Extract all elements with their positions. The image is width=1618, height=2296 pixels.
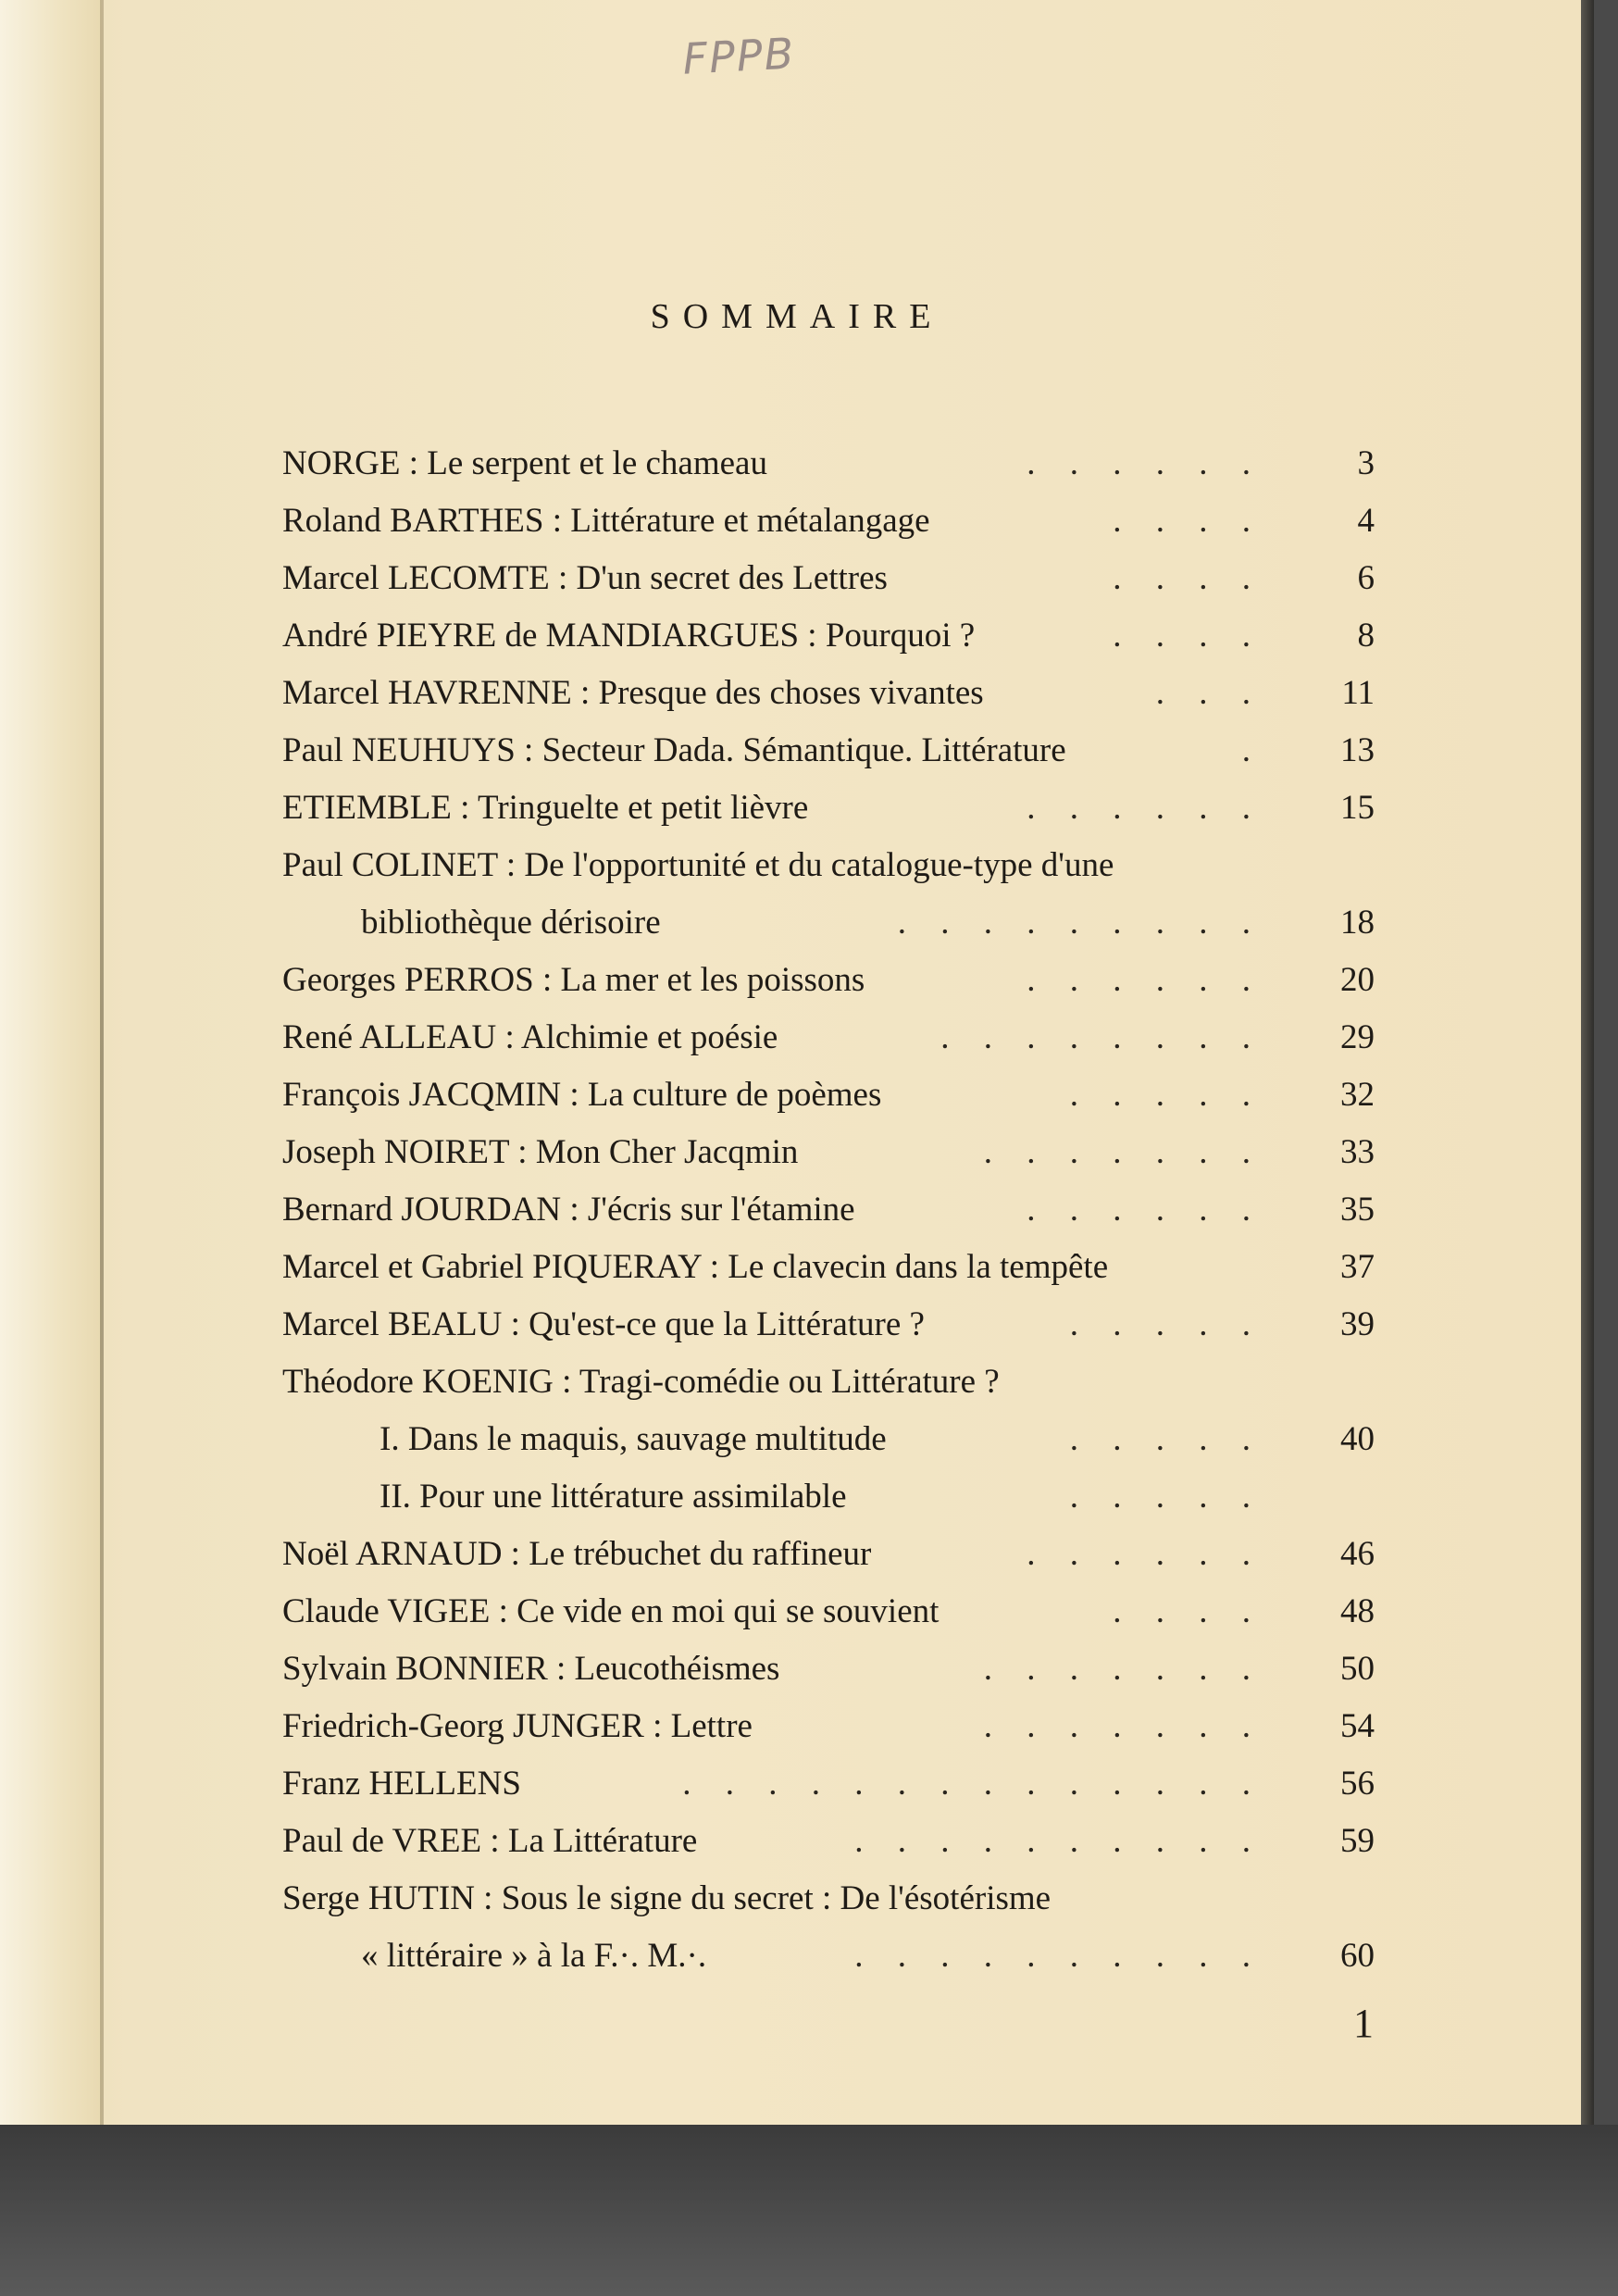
toc-entry-text: Paul NEUHUYS : Secteur Dada. Sémantique. Littérature	[282, 731, 1066, 769]
toc-page-number: 18	[1340, 904, 1375, 942]
toc-leader-dots: . . . . .	[1069, 1420, 1263, 1458]
toc-entry	[282, 1928, 1375, 1985]
toc-entry	[282, 894, 1375, 952]
toc-entry	[282, 1354, 1375, 1411]
toc-entry-text: Théodore KOENIG : Tragi-comédie ou Littérature ?	[282, 1363, 1000, 1401]
toc-page-number: 59	[1340, 1822, 1375, 1860]
toc-entry	[282, 665, 1375, 722]
toc-entry	[282, 837, 1375, 894]
toc-page-number: 33	[1340, 1133, 1375, 1171]
toc-leader-dots: . . . . . .	[1027, 1191, 1263, 1229]
toc-entry	[282, 550, 1375, 607]
toc-leader-dots: . . . . . .	[1027, 961, 1263, 999]
toc-leader-dots: . . . . . . . . . . . . . .	[682, 1765, 1263, 1803]
toc-leader-dots: . . . .	[1113, 617, 1263, 655]
scan-background	[0, 2125, 1618, 2296]
toc-page-number: 46	[1340, 1535, 1375, 1573]
toc-entry-text: Serge HUTIN : Sous le signe du secret : De l'ésotérisme	[282, 1879, 1052, 1917]
toc-leader-dots: . . . . . .	[1027, 1535, 1263, 1573]
toc-entry	[282, 1698, 1375, 1755]
toc-page-number: 11	[1341, 674, 1375, 712]
page-number: 1	[1353, 2001, 1374, 2046]
toc-leader-dots: . . . .	[1113, 1592, 1263, 1630]
page-title: SOMMAIRE	[650, 297, 944, 336]
toc-leader-dots: . . . . . . . . . .	[854, 1937, 1263, 1975]
toc-entry	[282, 435, 1375, 493]
toc-entry	[282, 1296, 1375, 1354]
toc-entry-text: Roland BARTHES : Littérature et métalangage	[282, 502, 930, 540]
toc-page-number: 40	[1340, 1420, 1375, 1458]
toc-page-number: 48	[1340, 1592, 1375, 1630]
toc-leader-dots: . . . . . . .	[983, 1133, 1263, 1171]
toc-entry-text: René ALLEAU : Alchimie et poésie	[282, 1018, 778, 1056]
toc-entry-text: Marcel LECOMTE : D'un secret des Lettres	[282, 559, 888, 597]
toc-page-number: 8	[1357, 617, 1375, 655]
toc-leader-dots: . . . . .	[1069, 1305, 1263, 1343]
toc-leader-dots: . . . . . .	[1027, 789, 1263, 827]
toc-leader-dots: . . . . . . .	[983, 1650, 1263, 1688]
toc-entry	[282, 1870, 1375, 1928]
toc-page-number: 60	[1340, 1937, 1375, 1975]
toc-entry	[282, 1583, 1375, 1641]
toc-entry-text: Paul COLINET : De l'opportunité et du catalogue-type d'une	[282, 846, 1114, 884]
toc-leader-dots: . . .	[1155, 674, 1263, 712]
toc-entry	[282, 1755, 1375, 1813]
toc-leader-dots: . . . . .	[1069, 1478, 1263, 1516]
toc-entry	[282, 952, 1375, 1009]
toc-page-number: 6	[1357, 559, 1375, 597]
toc-leader-dots: . . . .	[1113, 502, 1263, 540]
toc-entry-text: « littéraire » à la F.·. M.·.	[361, 1937, 707, 1975]
toc-entry	[282, 1124, 1375, 1181]
toc-page-number: 32	[1340, 1076, 1375, 1114]
toc-entry	[282, 1239, 1375, 1296]
toc-page-number: 13	[1340, 731, 1375, 769]
toc-page-number: 15	[1340, 789, 1375, 827]
toc-entry-text: bibliothèque dérisoire	[361, 904, 661, 942]
toc-entry	[282, 722, 1375, 780]
toc-entry	[282, 493, 1375, 550]
toc-entry	[282, 780, 1375, 837]
toc-leader-dots: .	[1241, 731, 1263, 769]
toc-page-number: 3	[1357, 444, 1375, 482]
toc-entry	[282, 1067, 1375, 1124]
toc-entry	[282, 1526, 1375, 1583]
toc-entry-text: André PIEYRE de MANDIARGUES : Pourquoi ?	[282, 617, 976, 655]
toc-entry-text: Marcel et Gabriel PIQUERAY : Le clavecin dans la tempête	[282, 1248, 1109, 1286]
toc-entry-text: Noël ARNAUD : Le trébuchet du raffineur	[282, 1535, 872, 1573]
toc-entry-text: ETIEMBLE : Tringuelte et petit lièvre	[282, 789, 809, 827]
toc-entry-text: Georges PERROS : La mer et les poissons	[282, 961, 865, 999]
toc-leader-dots: . . . . . .	[1027, 444, 1263, 482]
toc-page-number: 56	[1340, 1765, 1375, 1803]
toc-entry-text: Marcel BEALU : Qu'est-ce que la Littérature ?	[282, 1305, 925, 1343]
toc-leader-dots: . . . . . . .	[983, 1707, 1263, 1745]
toc-page-number: 50	[1340, 1650, 1375, 1688]
toc-leader-dots: . . . . . . . . . .	[854, 1822, 1263, 1860]
toc-entry	[282, 1411, 1375, 1468]
toc-entry-text: II. Pour une littérature assimilable	[380, 1478, 847, 1516]
toc-leader-dots: . . . . .	[1069, 1076, 1263, 1114]
toc-entry-text: Bernard JOURDAN : J'écris sur l'étamine	[282, 1191, 855, 1229]
toc-entry	[282, 1813, 1375, 1870]
toc-page-number: 39	[1340, 1305, 1375, 1343]
toc-entry	[282, 607, 1375, 665]
toc-entry	[282, 1181, 1375, 1239]
toc-entry-text: Paul de VREE : La Littérature	[282, 1822, 698, 1860]
toc-entry-text: Friedrich-Georg JUNGER : Lettre	[282, 1707, 753, 1745]
toc-entry-text: NORGE : Le serpent et le chameau	[282, 444, 767, 482]
toc-entry-text: Claude VIGEE : Ce vide en moi qui se souvient	[282, 1592, 940, 1630]
toc-page-number: 35	[1340, 1191, 1375, 1229]
toc-entry-text: François JACQMIN : La culture de poèmes	[282, 1076, 882, 1114]
handwritten-stamp: FPPB	[681, 28, 797, 84]
toc-entry-text: Joseph NOIRET : Mon Cher Jacqmin	[282, 1133, 799, 1171]
toc-entry-text: I. Dans le maquis, sauvage multitude	[380, 1420, 887, 1458]
toc-page-number: 29	[1340, 1018, 1375, 1056]
toc-entry-text: Marcel HAVRENNE : Presque des choses vivantes	[282, 674, 984, 712]
table-of-contents	[282, 435, 1375, 1985]
toc-entry-text: Franz HELLENS	[282, 1765, 521, 1803]
toc-entry	[282, 1641, 1375, 1698]
toc-leader-dots: . . . . . . . .	[940, 1018, 1263, 1056]
toc-page-number: 37	[1340, 1248, 1375, 1286]
toc-page-number: 54	[1340, 1707, 1375, 1745]
toc-leader-dots: . . . . . . . . .	[897, 904, 1263, 942]
toc-entry	[282, 1009, 1375, 1067]
toc-page-number: 20	[1340, 961, 1375, 999]
toc-page-number: 4	[1357, 502, 1375, 540]
toc-entry-text: Sylvain BONNIER : Leucothéismes	[282, 1650, 780, 1688]
toc-leader-dots: . . . .	[1113, 559, 1263, 597]
toc-entry	[282, 1468, 1375, 1526]
